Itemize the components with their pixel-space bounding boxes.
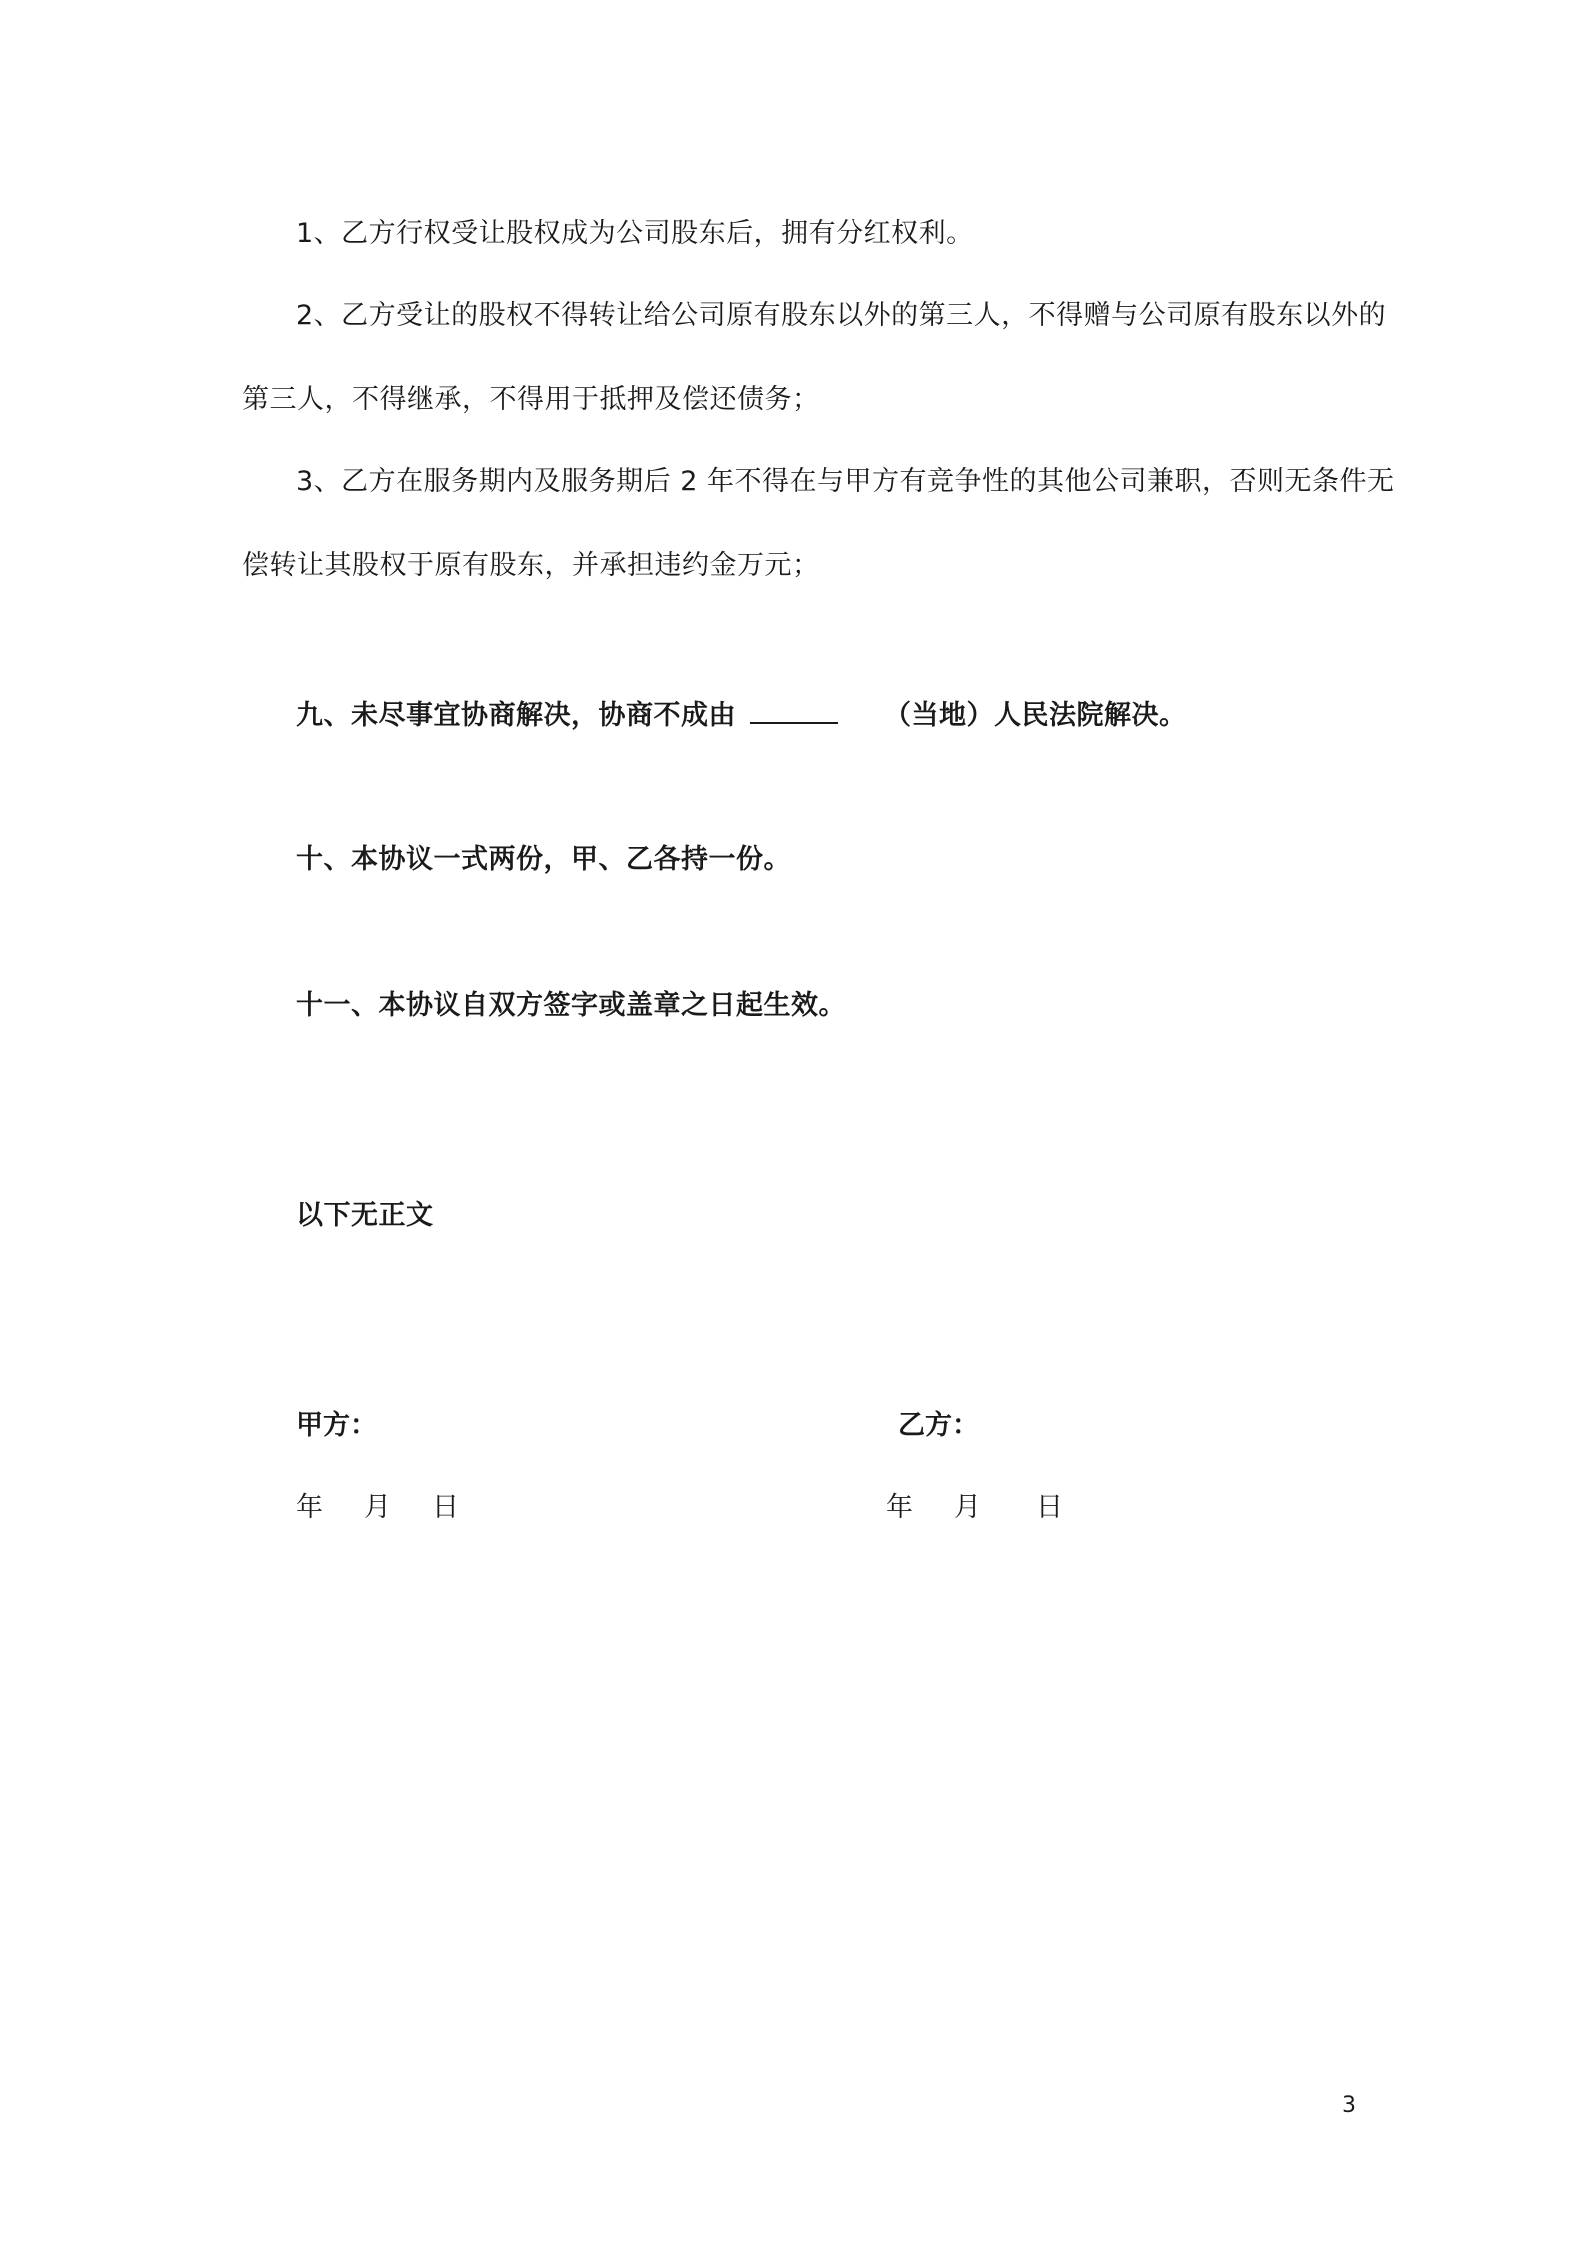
section-10: 十、本协议一式两份，甲、乙各持一份。 — [296, 844, 791, 875]
party-a-date-month: 月 — [364, 1492, 391, 1523]
party-b-date-day: 日 — [1036, 1492, 1063, 1523]
party-b-date-month: 月 — [954, 1492, 981, 1523]
section-9-text-before: 九、未尽事宜协商解决，协商不成由 — [296, 700, 736, 731]
court-location-blank — [750, 696, 838, 724]
party-a-date-year: 年 — [296, 1492, 323, 1523]
clause-item-3-line-2: 偿转让其股权于原有股东，并承担违约金万元； — [242, 550, 820, 581]
no-more-text-note: 以下无正文 — [296, 1200, 434, 1231]
party-a-signature-label: 甲方： — [296, 1410, 377, 1441]
party-a-date-day: 日 — [432, 1492, 459, 1523]
section-9-text-after: （当地）人民法院解决。 — [884, 700, 1187, 731]
section-9 — [296, 696, 1187, 734]
page-number: 3 — [1342, 2093, 1356, 2118]
clause-item-3-line-1: 3、乙方在服务期内及服务期后 2 年不得在与甲方有竞争性的其他公司兼职，否则无条件无 — [296, 466, 1395, 497]
clause-item-2-line-2: 第三人，不得继承，不得用于抵押及偿还债务； — [242, 384, 820, 415]
section-11: 十一、本协议自双方签字或盖章之日起生效。 — [296, 990, 846, 1021]
party-b-date-year: 年 — [886, 1492, 913, 1523]
party-b-signature-label: 乙方： — [898, 1410, 979, 1441]
clause-item-1: 1、乙方行权受让股权成为公司股东后，拥有分红权利。 — [296, 218, 974, 249]
clause-item-2-line-1: 2、乙方受让的股权不得转让给公司原有股东以外的第三人，不得赠与公司原有股东以外的 — [296, 300, 1387, 331]
